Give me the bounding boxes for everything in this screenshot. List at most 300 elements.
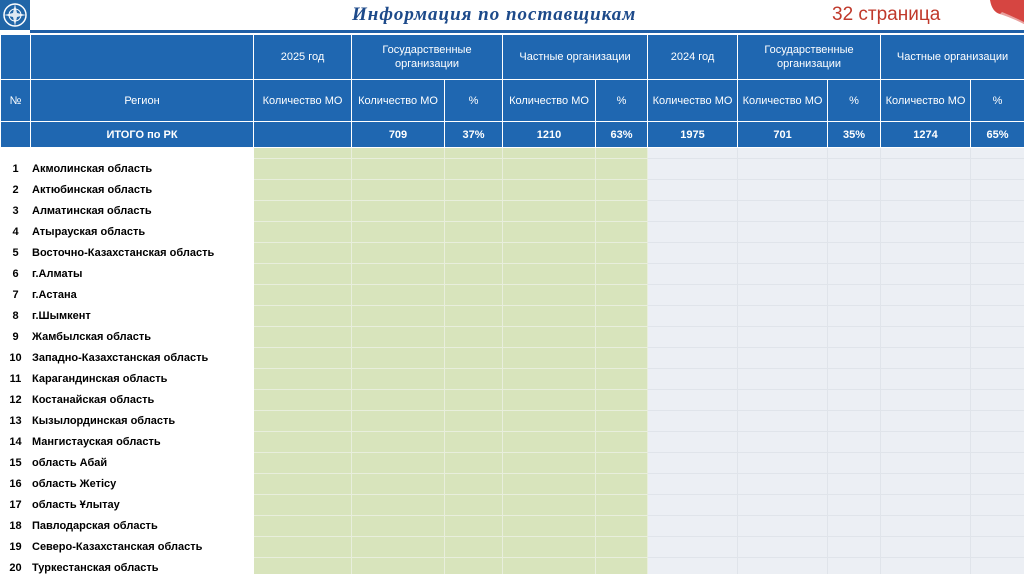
data-cell-2024 xyxy=(881,432,971,453)
data-cell-2024 xyxy=(828,495,881,516)
table-row xyxy=(1,348,1024,369)
data-cell-2024 xyxy=(738,243,828,264)
header-region: Регион xyxy=(31,80,254,122)
data-cell-2024 xyxy=(738,327,828,348)
table-row xyxy=(1,453,1024,474)
table-row xyxy=(1,222,1024,243)
data-cell-2024 xyxy=(881,285,971,306)
data-cell-2025 xyxy=(254,243,352,264)
data-cell-2024 xyxy=(881,411,971,432)
data-cell-2025 xyxy=(445,285,503,306)
row-number: 1 xyxy=(1,159,31,180)
data-cell-2024 xyxy=(828,390,881,411)
data-cell-2024 xyxy=(648,495,738,516)
region-name: область Абай xyxy=(31,453,254,474)
region-name: г.Алматы xyxy=(31,264,254,285)
data-cell-2025 xyxy=(352,306,445,327)
data-cell-2024 xyxy=(738,411,828,432)
data-cell-2025 xyxy=(596,306,648,327)
data-cell-2024 xyxy=(648,285,738,306)
header-divider xyxy=(30,30,1024,33)
data-cell-2025 xyxy=(254,306,352,327)
data-cell-2025 xyxy=(503,348,596,369)
region-name: Атырауская область xyxy=(31,222,254,243)
row-number: 16 xyxy=(1,474,31,495)
row-number: 4 xyxy=(1,222,31,243)
data-cell-2025 xyxy=(254,558,352,574)
row-number: 8 xyxy=(1,306,31,327)
data-cell-2024 xyxy=(738,558,828,574)
data-cell-2024 xyxy=(648,390,738,411)
data-cell-2025 xyxy=(445,201,503,222)
data-cell-2025 xyxy=(503,432,596,453)
data-cell-2024 xyxy=(738,159,828,180)
data-cell-2024 xyxy=(971,558,1024,574)
data-cell-2024 xyxy=(828,411,881,432)
data-cell-2025 xyxy=(503,201,596,222)
data-cell-2024 xyxy=(971,453,1024,474)
region-name: Костанайская область xyxy=(31,390,254,411)
data-cell-2024 xyxy=(828,159,881,180)
data-cell-2025 xyxy=(445,306,503,327)
data-cell-2025 xyxy=(596,222,648,243)
data-cell-2025 xyxy=(503,453,596,474)
data-cell-2024 xyxy=(828,348,881,369)
data-cell-2024 xyxy=(738,306,828,327)
data-cell-2025 xyxy=(352,516,445,537)
data-cell-2025 xyxy=(503,180,596,201)
data-cell-2024 xyxy=(881,537,971,558)
data-cell-2024 xyxy=(648,558,738,574)
row-number: 13 xyxy=(1,411,31,432)
data-cell-2024 xyxy=(881,306,971,327)
region-name: Северо-Казахстанская область xyxy=(31,537,254,558)
row-number: 2 xyxy=(1,180,31,201)
data-cell-2025 xyxy=(503,159,596,180)
data-cell-2025 xyxy=(352,411,445,432)
header-count: Количество МО xyxy=(648,80,738,122)
region-name: Актюбинская область xyxy=(31,180,254,201)
data-cell-2024 xyxy=(738,537,828,558)
data-cell-2025 xyxy=(445,159,503,180)
data-cell-2024 xyxy=(738,495,828,516)
header-2024: 2024 год xyxy=(648,35,738,80)
region-name: г.Шымкент xyxy=(31,306,254,327)
page-title: Информация по поставщикам xyxy=(352,4,637,25)
data-cell-2025 xyxy=(352,201,445,222)
data-cell-2024 xyxy=(828,432,881,453)
data-cell-2025 xyxy=(596,201,648,222)
data-cell-2025 xyxy=(254,369,352,390)
region-name: Восточно-Казахстанская область xyxy=(31,243,254,264)
data-cell-2024 xyxy=(971,348,1024,369)
data-cell-2024 xyxy=(881,390,971,411)
data-cell-2024 xyxy=(881,558,971,574)
data-cell-2025 xyxy=(503,474,596,495)
region-name: Кызылординская область xyxy=(31,411,254,432)
total-row xyxy=(1,122,1024,148)
data-cell-2025 xyxy=(503,327,596,348)
data-cell-2025 xyxy=(352,495,445,516)
data-cell-2025 xyxy=(352,327,445,348)
data-cell-2025 xyxy=(254,390,352,411)
data-cell-2025 xyxy=(445,264,503,285)
table-row xyxy=(1,243,1024,264)
table-row xyxy=(1,558,1024,574)
header-count: Количество МО xyxy=(254,80,352,122)
data-cell-2024 xyxy=(828,369,881,390)
row-number: 11 xyxy=(1,369,31,390)
region-name: Туркестанская область xyxy=(31,558,254,574)
data-cell-2025 xyxy=(445,516,503,537)
data-cell-2024 xyxy=(828,537,881,558)
data-cell-2024 xyxy=(971,516,1024,537)
data-cell-2025 xyxy=(352,222,445,243)
row-number: 15 xyxy=(1,453,31,474)
total-cell: 65% xyxy=(971,122,1024,148)
row-number: 14 xyxy=(1,432,31,453)
data-cell-2025 xyxy=(445,495,503,516)
total-cell: 709 xyxy=(352,122,445,148)
header-2025: 2025 год xyxy=(254,35,352,80)
data-cell-2025 xyxy=(352,348,445,369)
table-row xyxy=(1,432,1024,453)
data-cell-2025 xyxy=(596,495,648,516)
data-cell-2024 xyxy=(828,327,881,348)
data-cell-2024 xyxy=(881,222,971,243)
row-number: 18 xyxy=(1,516,31,537)
data-cell-2024 xyxy=(971,201,1024,222)
data-cell-2025 xyxy=(254,222,352,243)
data-cell-2024 xyxy=(738,474,828,495)
region-name: г.Астана xyxy=(31,285,254,306)
data-cell-2025 xyxy=(254,516,352,537)
total-cell: 35% xyxy=(828,122,881,148)
region-name: Павлодарская область xyxy=(31,516,254,537)
row-number: 6 xyxy=(1,264,31,285)
data-cell-2025 xyxy=(352,537,445,558)
data-cell-2025 xyxy=(503,222,596,243)
data-cell-2025 xyxy=(596,180,648,201)
header-private-2024: Частные организации xyxy=(881,35,1024,80)
data-cell-2025 xyxy=(596,243,648,264)
data-cell-2025 xyxy=(445,537,503,558)
data-cell-2024 xyxy=(828,201,881,222)
data-cell-2024 xyxy=(828,243,881,264)
data-cell-2025 xyxy=(352,369,445,390)
data-cell-2024 xyxy=(881,516,971,537)
total-cell: 63% xyxy=(596,122,648,148)
header-private-2025: Частные организации xyxy=(503,35,648,80)
data-cell-2024 xyxy=(881,159,971,180)
data-cell-2024 xyxy=(881,201,971,222)
data-cell-2025 xyxy=(596,558,648,574)
data-cell-2025 xyxy=(503,306,596,327)
data-cell-2025 xyxy=(254,474,352,495)
row-number: 19 xyxy=(1,537,31,558)
data-cell-2024 xyxy=(971,264,1024,285)
data-cell-2024 xyxy=(738,453,828,474)
data-cell-2024 xyxy=(881,327,971,348)
data-cell-2025 xyxy=(503,369,596,390)
header-num: № xyxy=(1,80,31,122)
data-cell-2024 xyxy=(738,390,828,411)
data-cell-2024 xyxy=(648,453,738,474)
data-cell-2025 xyxy=(596,432,648,453)
data-cell-2025 xyxy=(352,159,445,180)
data-cell-2025 xyxy=(596,327,648,348)
data-cell-2025 xyxy=(596,390,648,411)
data-cell-2025 xyxy=(596,537,648,558)
data-cell-2024 xyxy=(971,243,1024,264)
region-name: Жамбылская область xyxy=(31,327,254,348)
data-cell-2025 xyxy=(352,558,445,574)
data-cell-2024 xyxy=(738,180,828,201)
data-cell-2025 xyxy=(503,243,596,264)
data-cell-2024 xyxy=(648,159,738,180)
header-state-2024: Государственные организации xyxy=(738,35,881,80)
data-cell-2024 xyxy=(971,159,1024,180)
data-cell-2024 xyxy=(828,516,881,537)
data-cell-2025 xyxy=(445,390,503,411)
table-body xyxy=(1,148,1024,574)
region-name: область Жетісу xyxy=(31,474,254,495)
data-cell-2024 xyxy=(971,306,1024,327)
table-row xyxy=(1,264,1024,285)
data-cell-2025 xyxy=(352,285,445,306)
data-cell-2025 xyxy=(445,348,503,369)
data-cell-2025 xyxy=(503,495,596,516)
data-cell-2024 xyxy=(828,180,881,201)
data-cell-2025 xyxy=(254,180,352,201)
row-number: 7 xyxy=(1,285,31,306)
header-pct: % xyxy=(828,80,881,122)
data-cell-2024 xyxy=(971,327,1024,348)
data-cell-2024 xyxy=(971,411,1024,432)
region-name: Акмолинская область xyxy=(31,159,254,180)
data-cell-2024 xyxy=(648,327,738,348)
header-count: Количество МО xyxy=(352,80,445,122)
data-cell-2024 xyxy=(971,285,1024,306)
data-cell-2025 xyxy=(254,537,352,558)
table-row xyxy=(1,159,1024,180)
data-cell-2025 xyxy=(503,285,596,306)
total-cell: 1975 xyxy=(648,122,738,148)
data-cell-2025 xyxy=(596,411,648,432)
data-cell-2025 xyxy=(596,516,648,537)
data-cell-2025 xyxy=(596,159,648,180)
header-cell xyxy=(31,35,254,80)
data-cell-2024 xyxy=(828,474,881,495)
data-cell-2024 xyxy=(881,180,971,201)
data-cell-2025 xyxy=(445,432,503,453)
data-cell-2024 xyxy=(648,537,738,558)
row-number: 17 xyxy=(1,495,31,516)
table-row xyxy=(1,306,1024,327)
data-cell-2024 xyxy=(648,243,738,264)
data-cell-2024 xyxy=(971,495,1024,516)
data-cell-2025 xyxy=(445,453,503,474)
data-cell-2025 xyxy=(596,474,648,495)
total-cell: 1210 xyxy=(503,122,596,148)
emblem-logo xyxy=(0,0,30,30)
data-cell-2024 xyxy=(828,306,881,327)
data-cell-2024 xyxy=(971,180,1024,201)
suppliers-table xyxy=(0,34,1024,574)
table-row xyxy=(1,180,1024,201)
total-num xyxy=(1,122,31,148)
data-cell-2024 xyxy=(648,411,738,432)
data-cell-2025 xyxy=(503,537,596,558)
data-cell-2024 xyxy=(648,516,738,537)
data-cell-2024 xyxy=(648,474,738,495)
data-cell-2025 xyxy=(503,390,596,411)
data-cell-2024 xyxy=(828,285,881,306)
table-row xyxy=(1,537,1024,558)
row-number: 12 xyxy=(1,390,31,411)
data-cell-2025 xyxy=(445,474,503,495)
data-cell-2024 xyxy=(648,264,738,285)
data-cell-2024 xyxy=(648,348,738,369)
data-cell-2025 xyxy=(254,327,352,348)
data-cell-2024 xyxy=(738,222,828,243)
header-pct: % xyxy=(445,80,503,122)
spacer-row xyxy=(1,148,1024,159)
table-row xyxy=(1,285,1024,306)
data-cell-2024 xyxy=(881,243,971,264)
data-cell-2024 xyxy=(828,264,881,285)
data-cell-2025 xyxy=(445,411,503,432)
table-row xyxy=(1,201,1024,222)
data-cell-2025 xyxy=(503,516,596,537)
header-cell xyxy=(1,35,31,80)
data-cell-2025 xyxy=(254,495,352,516)
region-name: область Ұлытау xyxy=(31,495,254,516)
data-cell-2025 xyxy=(352,180,445,201)
data-cell-2025 xyxy=(596,348,648,369)
data-cell-2025 xyxy=(503,411,596,432)
data-cell-2025 xyxy=(254,285,352,306)
row-number: 20 xyxy=(1,558,31,574)
data-cell-2025 xyxy=(596,453,648,474)
table-row xyxy=(1,369,1024,390)
data-cell-2024 xyxy=(738,201,828,222)
data-cell-2024 xyxy=(881,495,971,516)
data-cell-2025 xyxy=(254,348,352,369)
data-cell-2024 xyxy=(738,432,828,453)
data-cell-2024 xyxy=(648,432,738,453)
data-cell-2025 xyxy=(352,474,445,495)
data-cell-2024 xyxy=(881,264,971,285)
data-cell-2025 xyxy=(503,558,596,574)
data-cell-2024 xyxy=(738,369,828,390)
data-cell-2024 xyxy=(971,369,1024,390)
header-count: Количество МО xyxy=(881,80,971,122)
table-row xyxy=(1,327,1024,348)
data-cell-2025 xyxy=(254,201,352,222)
data-cell-2025 xyxy=(445,558,503,574)
data-cell-2024 xyxy=(971,390,1024,411)
data-cell-2025 xyxy=(596,264,648,285)
data-cell-2024 xyxy=(648,201,738,222)
data-cell-2024 xyxy=(971,432,1024,453)
row-number: 9 xyxy=(1,327,31,348)
suppliers-table-container xyxy=(0,34,1024,574)
data-cell-2024 xyxy=(828,222,881,243)
data-cell-2024 xyxy=(881,474,971,495)
data-cell-2025 xyxy=(596,285,648,306)
data-cell-2025 xyxy=(254,432,352,453)
data-cell-2024 xyxy=(648,306,738,327)
data-cell-2024 xyxy=(738,516,828,537)
data-cell-2025 xyxy=(254,411,352,432)
row-number: 5 xyxy=(1,243,31,264)
total-cell: 1274 xyxy=(881,122,971,148)
table-row xyxy=(1,390,1024,411)
data-cell-2024 xyxy=(971,222,1024,243)
table-row xyxy=(1,411,1024,432)
row-number: 3 xyxy=(1,201,31,222)
data-cell-2025 xyxy=(352,432,445,453)
data-cell-2025 xyxy=(445,180,503,201)
total-cell: 37% xyxy=(445,122,503,148)
data-cell-2025 xyxy=(445,243,503,264)
data-cell-2024 xyxy=(828,453,881,474)
data-cell-2025 xyxy=(445,327,503,348)
data-cell-2024 xyxy=(881,348,971,369)
data-cell-2024 xyxy=(971,537,1024,558)
data-cell-2025 xyxy=(503,264,596,285)
data-cell-2025 xyxy=(596,369,648,390)
header-row-columns xyxy=(1,80,1024,122)
data-cell-2024 xyxy=(738,285,828,306)
header-state-2025: Государственные организации xyxy=(352,35,503,80)
header-pct: % xyxy=(596,80,648,122)
data-cell-2024 xyxy=(971,474,1024,495)
data-cell-2024 xyxy=(881,453,971,474)
page-number-label: 32 страница xyxy=(832,4,941,25)
header-pct: % xyxy=(971,80,1024,122)
region-name: Мангистауская область xyxy=(31,432,254,453)
data-cell-2025 xyxy=(352,243,445,264)
data-cell-2024 xyxy=(738,348,828,369)
data-cell-2025 xyxy=(445,222,503,243)
data-cell-2025 xyxy=(254,264,352,285)
data-cell-2024 xyxy=(828,558,881,574)
data-cell-2025 xyxy=(352,264,445,285)
total-cell xyxy=(254,122,352,148)
region-name: Карагандинская область xyxy=(31,369,254,390)
total-label: ИТОГО по РК xyxy=(31,122,254,148)
region-name: Западно-Казахстанская область xyxy=(31,348,254,369)
data-cell-2024 xyxy=(648,369,738,390)
slide-header xyxy=(0,0,1024,33)
header-row-groups xyxy=(1,35,1024,80)
data-cell-2024 xyxy=(738,264,828,285)
data-cell-2025 xyxy=(254,453,352,474)
table-row xyxy=(1,516,1024,537)
row-number: 10 xyxy=(1,348,31,369)
header-count: Количество МО xyxy=(738,80,828,122)
region-name: Алматинская область xyxy=(31,201,254,222)
data-cell-2024 xyxy=(881,369,971,390)
data-cell-2024 xyxy=(648,222,738,243)
table-row xyxy=(1,495,1024,516)
data-cell-2025 xyxy=(352,453,445,474)
table-row xyxy=(1,474,1024,495)
total-cell: 701 xyxy=(738,122,828,148)
data-cell-2025 xyxy=(352,390,445,411)
